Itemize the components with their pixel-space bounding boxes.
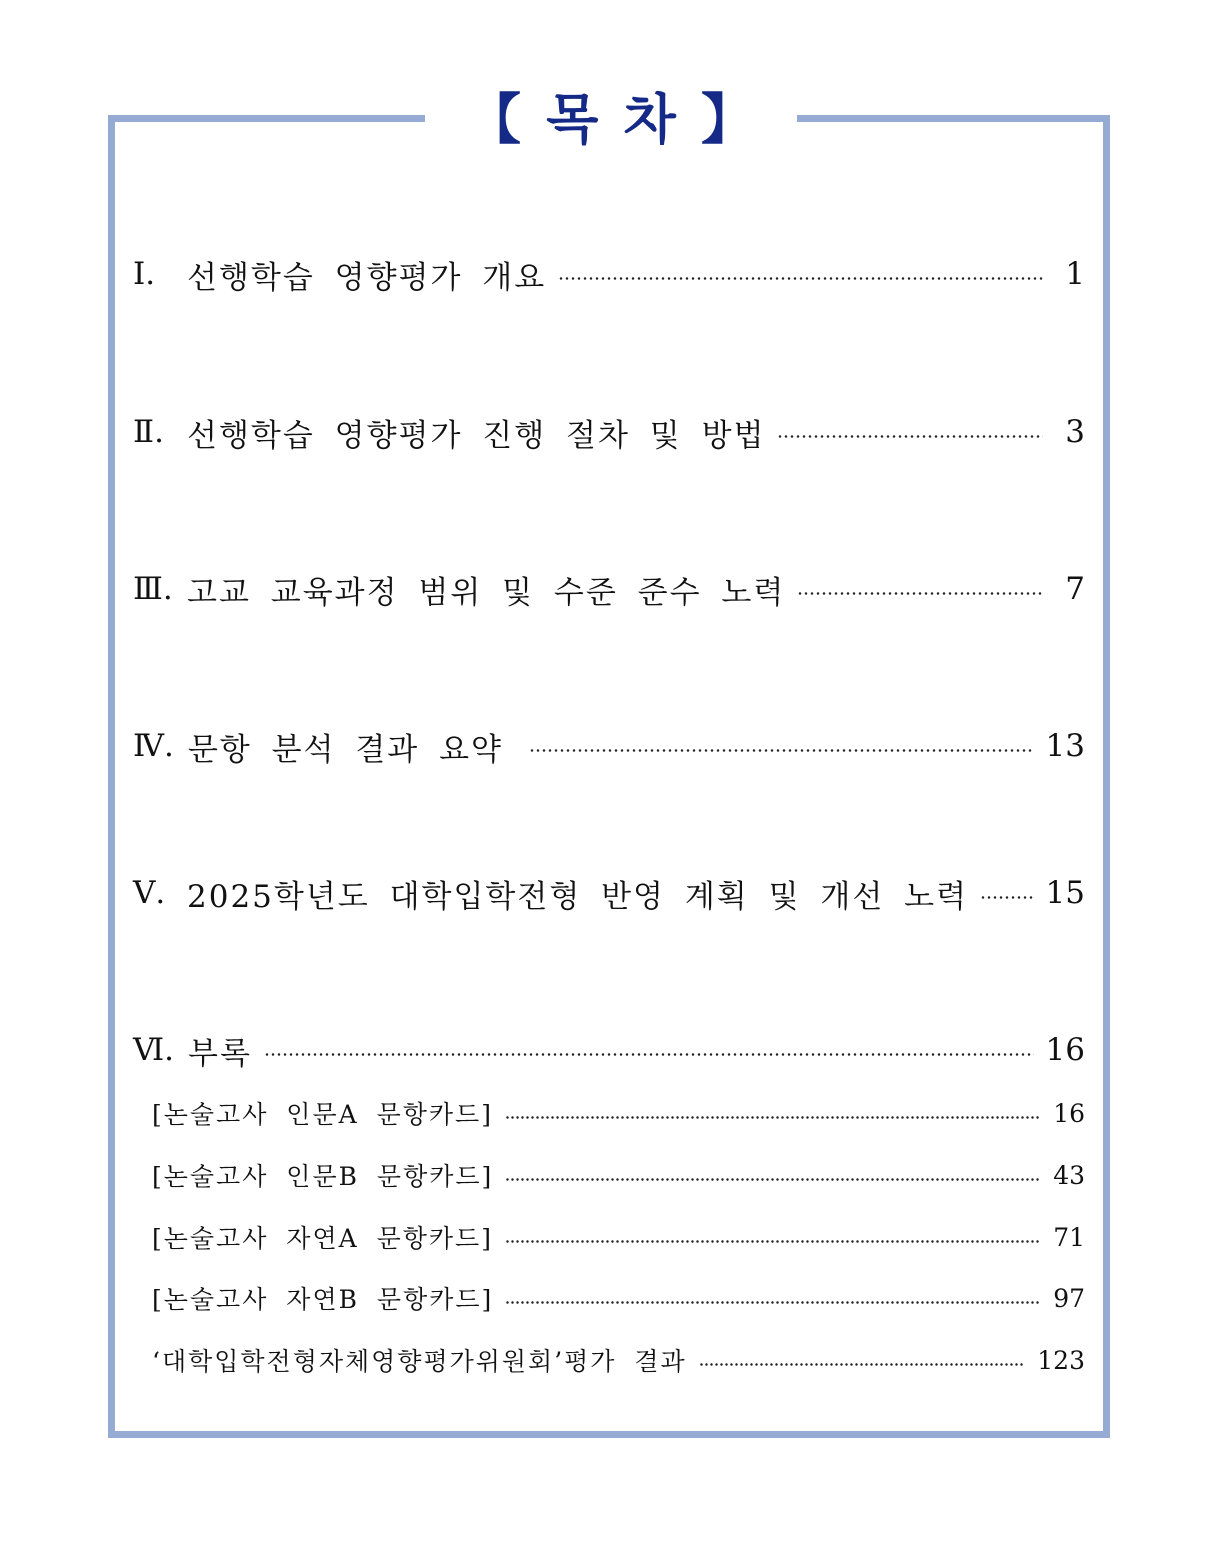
toc-entry-number: Ⅰ. (133, 256, 156, 292)
toc-entry[interactable] (133, 567, 1085, 611)
page-title (425, 84, 797, 156)
toc-entry-label: 선행학습 영향평가 개요 (187, 259, 547, 296)
toc-sub-entry[interactable] (152, 1280, 1085, 1316)
toc-leader-dots (558, 277, 1043, 280)
toc-entry-page: 1 (1065, 256, 1085, 292)
toc-sub-entry-label: ‘대학입학전형자체영향평가위원회’평가 결과 (152, 1347, 687, 1376)
toc-leader-dots (505, 1301, 1041, 1304)
toc-entry-label: 2025학년도 대학입학전형 반영 계획 및 개선 노력 (187, 878, 969, 915)
title-char-2: 차 (623, 88, 676, 151)
toc-sub-entry-label: [논술고사 인문B 문항카드] (152, 1162, 494, 1191)
toc-entry-page: 16 (1045, 1032, 1085, 1068)
toc-entry-page: 3 (1065, 414, 1085, 450)
toc-entry[interactable] (133, 1028, 1085, 1072)
title-char-1: 목 (546, 88, 599, 151)
toc-entry[interactable] (133, 724, 1085, 768)
title-close-bracket: 】 (701, 88, 755, 151)
toc-leader-dots (529, 749, 1034, 752)
toc-leader-dots (505, 1240, 1041, 1243)
toc-sub-entry-label: [논술고사 자연A 문항카드] (152, 1224, 493, 1253)
toc-sub-entry-page: 43 (1053, 1160, 1085, 1190)
toc-leader-dots (505, 1116, 1041, 1119)
toc-leader-dots (797, 592, 1043, 595)
toc-entry-page: 7 (1065, 571, 1085, 607)
title-open-bracket: 【 (467, 88, 521, 151)
toc-sub-entry-page: 71 (1053, 1222, 1085, 1252)
toc-entry-number: Ⅴ. (133, 875, 166, 911)
toc-entry-number: Ⅵ. (133, 1032, 175, 1068)
toc-sub-entry[interactable] (152, 1095, 1085, 1131)
toc-sub-entry[interactable] (152, 1219, 1085, 1255)
toc-leader-dots (699, 1363, 1026, 1366)
toc-entry-number: Ⅲ. (133, 571, 173, 607)
toc-entry-number: Ⅳ. (133, 728, 174, 764)
toc-entry-label: 문항 분석 결과 요약 (187, 731, 503, 768)
toc-leader-dots (505, 1178, 1041, 1181)
toc-leader-dots (264, 1053, 1034, 1056)
toc-sub-entry-label: [논술고사 자연B 문항카드] (152, 1285, 494, 1314)
toc-entry-number: Ⅱ. (133, 414, 164, 450)
toc-sub-entry-page: 97 (1053, 1283, 1085, 1313)
toc-sub-entry-page: 16 (1053, 1098, 1085, 1128)
toc-entry-page: 15 (1045, 875, 1085, 911)
toc-leader-dots (777, 435, 1043, 438)
toc-entry[interactable] (133, 871, 1085, 915)
toc-sub-entry[interactable] (152, 1157, 1085, 1193)
toc-entry-label: 고교 교육과정 범위 및 수준 준수 노력 (187, 574, 786, 611)
toc-entry[interactable] (133, 252, 1085, 296)
toc-entry-page: 13 (1045, 728, 1085, 764)
toc-sub-entry-page: 123 (1037, 1345, 1085, 1375)
toc-entry[interactable] (133, 410, 1085, 454)
toc-leader-dots (980, 896, 1034, 899)
toc-entry-label: 선행학습 영향평가 진행 절차 및 방법 (187, 417, 766, 454)
toc-sub-entry-label: [논술고사 인문A 문항카드] (152, 1100, 493, 1129)
toc-entry-label: 부록 (188, 1035, 252, 1072)
toc-sub-entry[interactable] (152, 1342, 1085, 1378)
